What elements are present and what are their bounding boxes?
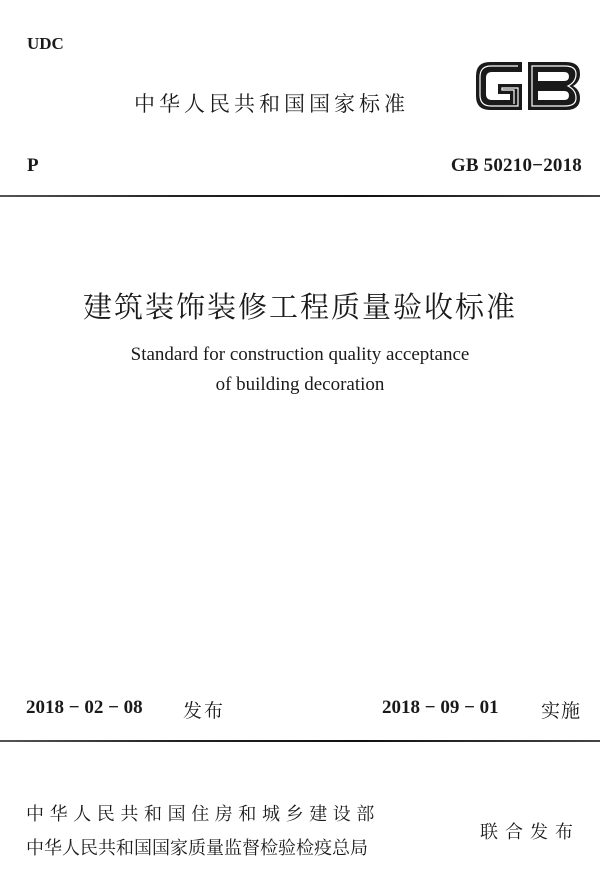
implementation-label: 实施 <box>541 700 582 722</box>
issue-date: 2018 − 02 − 08 <box>26 697 143 718</box>
bottom-divider <box>0 740 600 742</box>
standard-number: GB 50210−2018 <box>450 155 582 176</box>
top-divider <box>0 195 600 197</box>
title-english-line2: of building decoration <box>215 374 385 395</box>
title-english-line1: Standard for construction quality acceptance <box>130 344 470 365</box>
joint-issue-label: 联合发布 <box>480 822 580 843</box>
classification-code: P <box>27 155 39 176</box>
issue-label: 发布 <box>183 700 226 722</box>
implementation-date: 2018 − 09 − 01 <box>382 697 499 718</box>
title-chinese: 建筑装饰装修工程质量验收标准 <box>82 292 517 324</box>
gb-logo-icon <box>472 58 584 114</box>
issuer-ministry-housing: 中华人民共和国住房和城乡建设部 <box>26 804 380 825</box>
issuer-aqsiq: 中华人民共和国国家质量监督检验检疫总局 <box>26 838 368 859</box>
udc-label: UDC <box>27 34 64 53</box>
national-standard-heading: 中华人民共和国国家标准 <box>134 92 409 116</box>
